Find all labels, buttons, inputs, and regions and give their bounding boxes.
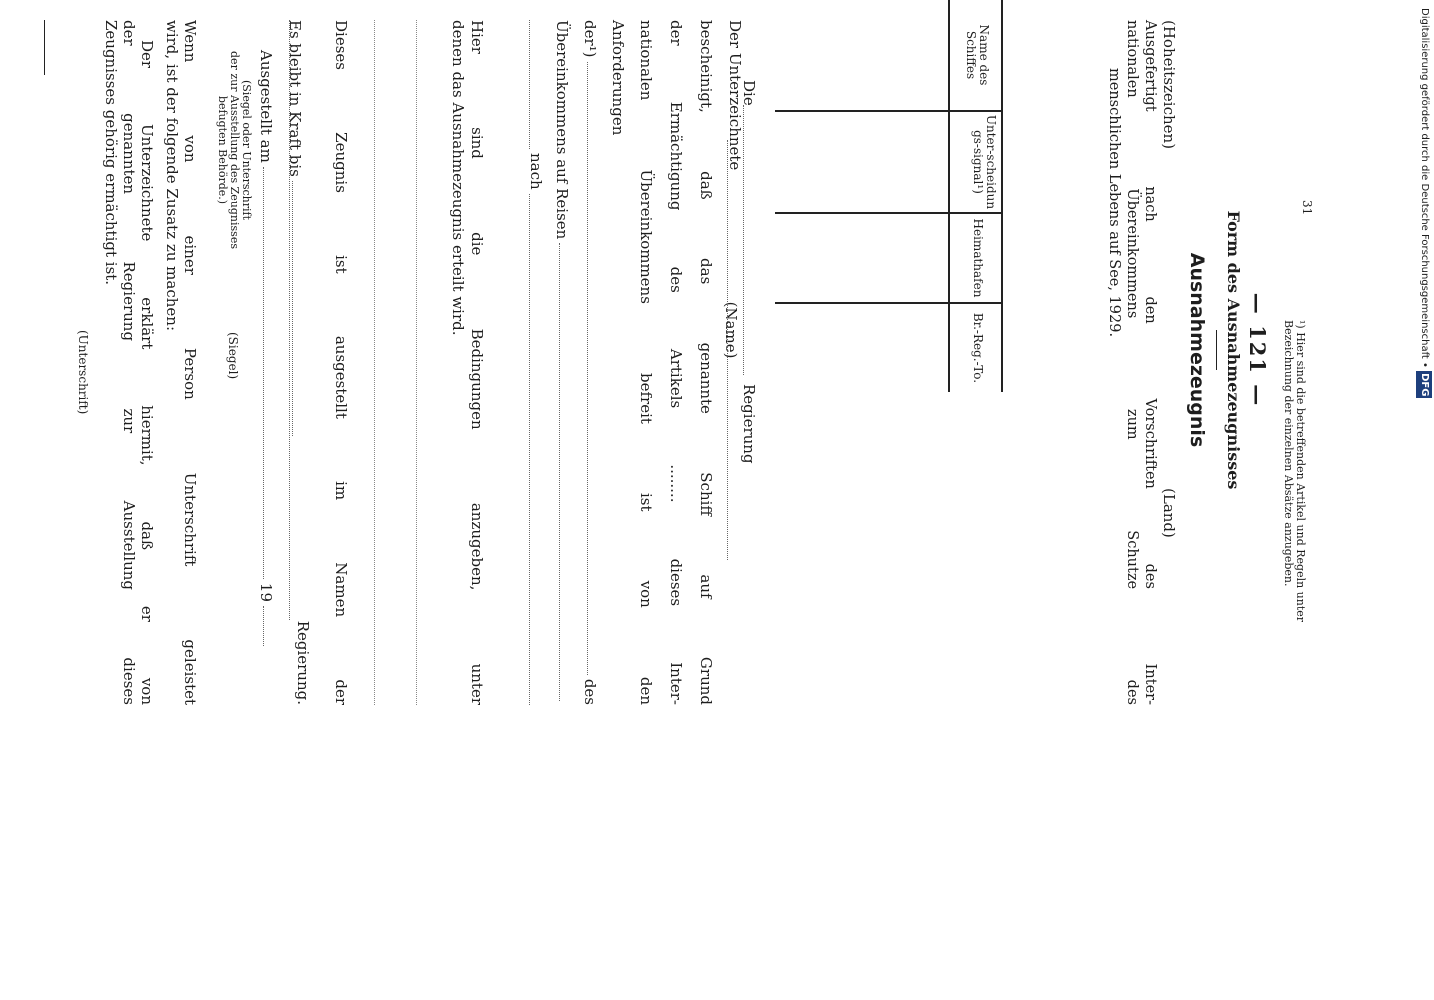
table-rule-top: [1001, 0, 1003, 392]
signatory-fill-line: [727, 140, 728, 560]
dfg-logo: DFG: [1416, 371, 1432, 398]
funding-note-text: Digitalisierung gefördert durch die Deutsche Forschungsgemeinschaft •: [1419, 8, 1430, 368]
conditions-dotted-line-1: [416, 20, 417, 705]
conditions-dotted-line-2: [374, 20, 375, 705]
section-title: Form des Ausnahmezeugnisses: [1224, 210, 1243, 490]
table-header-home-port: Heimathafen: [971, 218, 985, 298]
regierung-end-label: Regierung.: [294, 620, 312, 705]
coat-of-arms-label: (Hoheitszeichen): [1160, 20, 1178, 150]
issued-name-line: Dieses Zeugnis ist ausgestellt im Namen der: [332, 20, 350, 705]
funding-note: [1416, 8, 1432, 397]
der-fill-row: [581, 20, 599, 705]
valid-until-label: Es bleibt in Kraft bis: [286, 20, 304, 177]
issued-on-row: [257, 50, 275, 650]
footnote-block: [1282, 320, 1318, 720]
year-prefix: 19: [257, 582, 275, 602]
table-header-tonnage: Br.-Reg.-To.: [971, 312, 985, 384]
sheet-number: 31: [1300, 200, 1314, 216]
table-header-call-sign: Unter-scheidungs-signal¹): [971, 114, 998, 210]
nach-dotted-line-left: [529, 20, 530, 705]
nach-label: nach: [527, 150, 545, 193]
valid-until-dotted-line: [292, 181, 294, 436]
der-dotted-line: [587, 62, 589, 675]
intro-line-1: Ausgefertigt nach den Vorschriften des Inter-: [1142, 20, 1158, 705]
proxy-note-1: Wenn von einer Person Unterschrift geleistet: [181, 20, 199, 705]
footnote-line-1: ¹) Hier sind die betreffenden Artikel und Regeln unter: [1294, 320, 1307, 623]
page-number-header: — 121 —: [1245, 292, 1270, 408]
document-page: [40, 0, 1300, 705]
declaration-3: Zeugnisses gehörig ermächtigt ist.: [102, 20, 120, 286]
footnote-rule: [44, 20, 45, 75]
signature-note-1: (Siegel oder Unterschrift: [240, 79, 253, 221]
intro-line-2: nationalen Übereinkommens zum Schutze des: [1124, 20, 1140, 705]
reisen-dotted-line: [559, 243, 561, 701]
table-col-rule-2: [775, 212, 1002, 214]
country-label: (Land): [1160, 488, 1178, 538]
body-line-3: nationalen Übereinkommens befreit ist von den: [637, 20, 655, 705]
ship-data-table: [964, 0, 1300, 700]
declaration-1: Der Unterzeichnete erklärt hiermit, daß er von: [138, 40, 156, 705]
table-header-ship-name: Name des Schiffes: [964, 24, 991, 86]
year-dotted-line: [263, 606, 265, 646]
der-label: der¹): [581, 20, 599, 58]
signature-label: (Unterschrift): [76, 330, 90, 415]
name-caption: (Name): [722, 301, 740, 359]
regierung-label: Regierung: [740, 384, 758, 464]
unterzeichnete-label: Der Unterzeichnete: [726, 20, 744, 171]
conditions-line-2: denen das Ausnahmezeugnis erteilt wird.: [449, 20, 467, 336]
seal-label: (Siegel): [226, 332, 240, 380]
anforderungen-label: Anforderungen: [609, 20, 627, 136]
die-label: Die: [740, 80, 758, 106]
form-title: Ausnahmezeugnis: [1186, 252, 1208, 448]
table-rule-header: [948, 0, 950, 392]
signature-note-3: befugten Behörde.): [216, 95, 229, 205]
signature-note-2: der zur Ausstellung des Zeugnisses: [228, 51, 241, 249]
declaration-2: der genannten Regierung zur Ausstellung dieses: [120, 20, 138, 705]
issued-on-label: Ausgestellt am: [257, 50, 275, 163]
issued-on-dotted-line: [263, 167, 265, 579]
conditions-line-1: Hier sind die Bedingungen anzugeben, unter: [468, 20, 486, 705]
intro-line-3: menschlichen Lebens auf See, 1929.: [1106, 68, 1122, 338]
proxy-note-2: wird, ist der folgende Zusatz zu machen:: [163, 20, 181, 331]
valid-until-row: [286, 20, 304, 440]
uebereinkommens-label: Übereinkommens auf Reisen: [553, 20, 571, 240]
body-line-2: der Ermächtigung des Artikels ........ dieses Inter-: [667, 20, 685, 705]
reisen-fill-row: [553, 20, 571, 705]
des-label: des: [581, 678, 599, 705]
body-line-1: bescheinigt, daß das genannte Schiff auf Grund: [697, 20, 715, 705]
footnote-line-2: Bezeichnung der einzelnen Absätze anzugeben.: [1282, 320, 1295, 587]
table-col-rule-3: [775, 302, 1002, 304]
table-col-rule-1: [775, 110, 1002, 112]
